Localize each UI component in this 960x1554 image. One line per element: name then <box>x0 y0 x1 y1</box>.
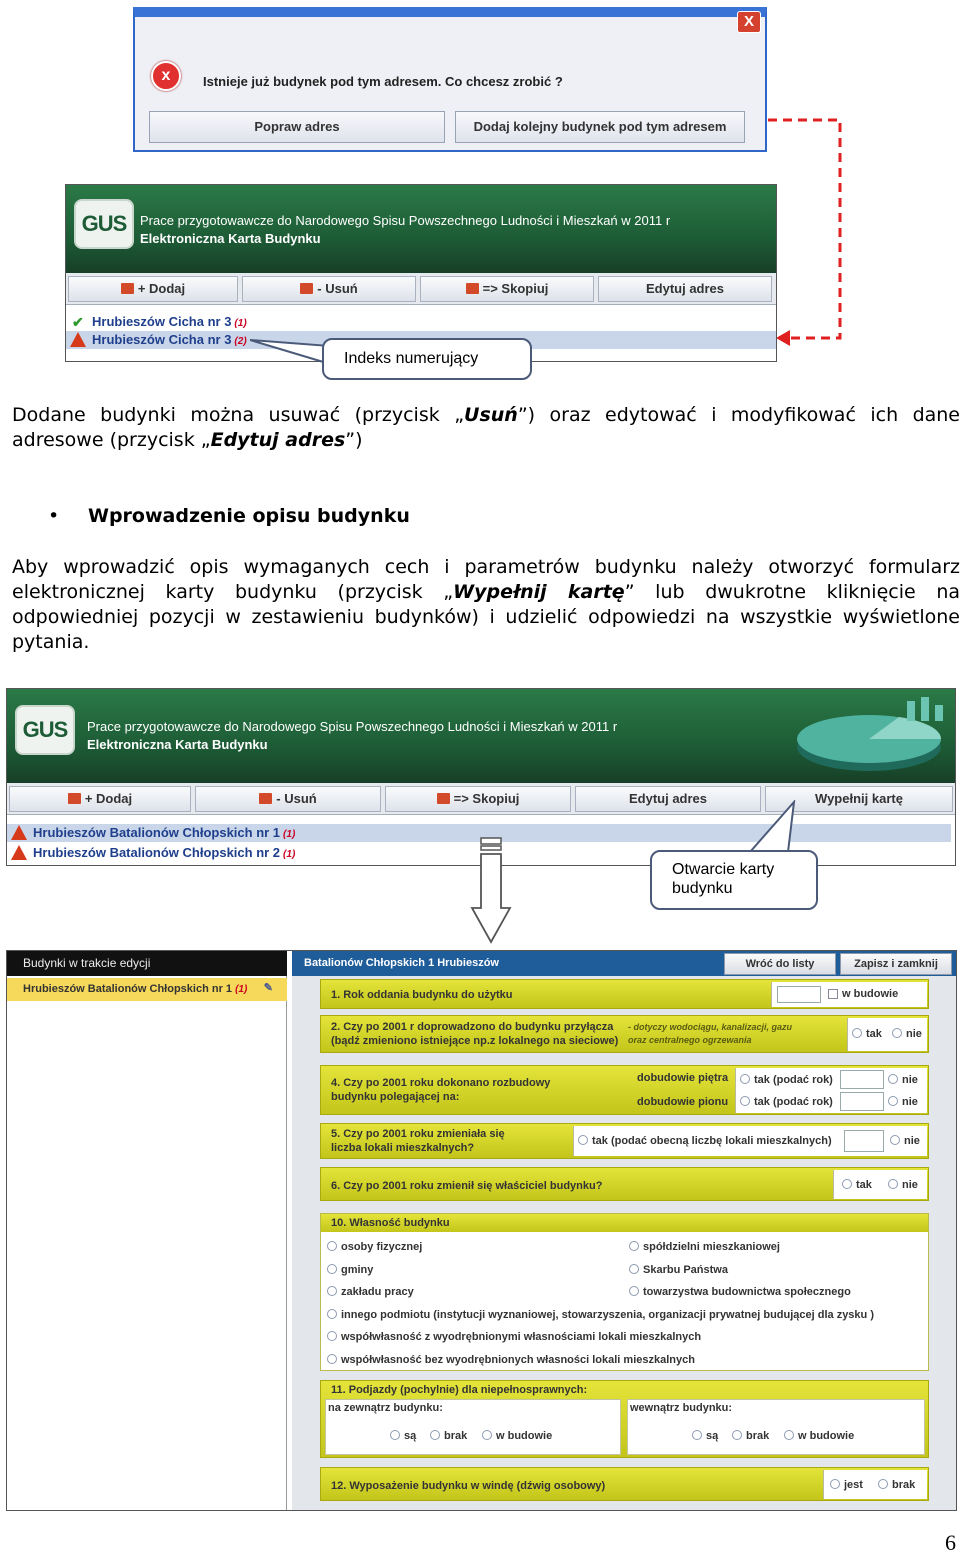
form-pane <box>292 951 956 1510</box>
radio-owner-option[interactable]: Skarbu Państwa <box>629 1264 728 1276</box>
radio-ramp-building[interactable]: w budowie <box>784 1430 854 1442</box>
building-row[interactable]: Hrubieszów Batalionów Chłopskich nr 2 (1) <box>7 844 955 862</box>
radio-owner-option[interactable]: współwłasność z wyodrębnionymi własnościami lokali mieszkalnych <box>327 1331 701 1343</box>
radio-icon <box>888 1179 898 1189</box>
radio-yes[interactable]: tak <box>842 1179 872 1191</box>
radio-owner-option[interactable]: spółdzielni mieszkaniowej <box>629 1241 780 1253</box>
radio-icon <box>888 1096 898 1106</box>
pie-chart-graphic <box>789 695 949 779</box>
radio-icon <box>892 1028 902 1038</box>
radio-yes[interactable]: jest <box>830 1479 863 1491</box>
year-input[interactable] <box>840 1070 884 1089</box>
radio-ramp-none[interactable]: brak <box>430 1430 467 1442</box>
radio-ramp-yes[interactable]: są <box>390 1430 416 1442</box>
app-subtitle: Elektroniczna Karta Budynku <box>140 231 321 246</box>
radio-icon <box>629 1286 639 1296</box>
radio-no[interactable]: nie <box>892 1028 922 1040</box>
close-icon[interactable]: X <box>737 11 761 33</box>
inside-box: wewnątrz budynku: są brak w budowie <box>627 1399 925 1455</box>
year-input[interactable] <box>840 1092 884 1111</box>
radio-icon <box>784 1430 794 1440</box>
building-row[interactable]: ✔ Hrubieszów Cicha nr 3 (1) <box>72 314 247 330</box>
dialog-message: Istnieje już budynek pod tym adresem. Co chcesz zrobić ? <box>203 74 563 89</box>
radio-yes[interactable]: tak (podać obecną liczbę lokali mieszkalnych) <box>578 1135 832 1147</box>
bullet-symbol: • <box>48 505 60 527</box>
building-row[interactable]: Hrubieszów Batalionów Chłopskich nr 1 (1) <box>7 824 951 842</box>
paragraph-description: Aby wprowadzić opis wymaganych cech i parametrów budynku należy otworzyć formularz elektronicznej karty budynku (przycisk „Wypełnij kartę” lub dwukrotne kliknięcie na odpowiedniej pozycji w zestawieniu budynków) i udzielić odpowiedzi na wszystkie wyświetlone pytania. <box>12 556 960 653</box>
radio-icon <box>629 1264 639 1274</box>
radio-no-floor[interactable]: nie <box>888 1074 918 1086</box>
form-header <box>292 951 956 976</box>
app-subtitle: Elektroniczna Karta Budynku <box>87 737 268 752</box>
editing-list-header: Budynki w trakcie edycji <box>7 951 287 976</box>
question-5: 5. Czy po 2001 roku zmieniała się liczba lokali mieszkalnych? tak (podać obecną liczbę lokali mieszkalnych) nie <box>320 1123 929 1159</box>
app-title: Prace przygotowawcze do Narodowego Spisu Powszechnego Ludności i Mieszkań w 2011 r <box>87 719 618 734</box>
radio-icon <box>327 1241 337 1251</box>
answer-area <box>823 1470 927 1499</box>
radio-owner-option[interactable]: towarzystwa budownictwa społecznego <box>629 1286 851 1298</box>
radio-icon <box>890 1135 900 1145</box>
checkbox[interactable] <box>828 989 838 999</box>
gus-logo: GUS <box>15 705 75 755</box>
radio-no-wing[interactable]: nie <box>888 1096 918 1108</box>
toolbar <box>66 273 776 305</box>
house-icon <box>300 283 313 294</box>
app-title: Prace przygotowawcze do Narodowego Spisu Powszechnego Ludności i Mieszkań w 2011 r <box>140 213 671 228</box>
question-header: 10. Własność budynku <box>321 1214 928 1232</box>
app-window-small <box>65 184 777 362</box>
radio-icon <box>842 1179 852 1189</box>
count-input[interactable] <box>844 1130 884 1152</box>
radio-owner-option[interactable]: gminy <box>327 1264 373 1276</box>
delete-button[interactable]: - Usuń <box>195 786 381 812</box>
radio-icon <box>629 1241 639 1251</box>
section-heading: Wprowadzenie opisu budynku <box>88 505 410 527</box>
radio-ramp-building[interactable]: w budowie <box>482 1430 552 1442</box>
house-icon <box>466 283 479 294</box>
editing-list-item[interactable]: Hrubieszów Batalionów Chłopskich nr 1 (1) ✎ <box>7 978 287 1001</box>
answer-area <box>735 1068 927 1113</box>
house-icon <box>437 793 450 804</box>
error-icon: x <box>151 61 181 91</box>
radio-icon <box>740 1074 750 1084</box>
delete-button[interactable]: - Usuń <box>242 276 416 302</box>
radio-icon <box>740 1096 750 1106</box>
radio-no[interactable]: nie <box>890 1135 920 1147</box>
form-title: Batalionów Chłopskich 1 Hrubieszów <box>304 957 499 969</box>
radio-icon <box>327 1264 337 1274</box>
open-card-callout: Otwarcie karty budynku <box>650 850 818 910</box>
radio-icon <box>430 1430 440 1440</box>
radio-yes-floor[interactable]: tak (podać rok) <box>740 1074 833 1086</box>
radio-yes[interactable]: tak <box>852 1028 882 1040</box>
house-icon <box>259 793 272 804</box>
radio-icon <box>327 1354 337 1364</box>
answer-area <box>847 1018 927 1051</box>
back-to-list-button[interactable]: Wróć do listy <box>724 953 836 975</box>
outside-box: na zewnątrz budynku: są brak w budowie <box>325 1399 621 1455</box>
radio-owner-option[interactable]: osoby fizycznej <box>327 1241 422 1253</box>
radio-icon <box>327 1309 337 1319</box>
save-close-button[interactable]: Zapisz i zamknij <box>840 953 952 975</box>
error-dialog <box>133 7 767 152</box>
radio-icon <box>888 1074 898 1084</box>
app-banner <box>7 689 955 783</box>
copy-button[interactable]: => Skopiuj <box>385 786 571 812</box>
radio-icon <box>878 1479 888 1489</box>
warning-icon <box>70 332 86 347</box>
house-icon <box>68 793 81 804</box>
add-button[interactable]: + Dodaj <box>68 276 238 302</box>
radio-owner-option[interactable]: współwłasność bez wyodrębnionych własności lokali mieszkalnych <box>327 1354 695 1366</box>
question-12: 12. Wyposażenie budynku w windę (dźwig osobowy) jest brak <box>320 1467 929 1501</box>
radio-owner-option[interactable]: zakładu pracy <box>327 1286 414 1298</box>
index-callout: Indeks numerujący <box>322 338 532 380</box>
warning-icon <box>11 825 27 840</box>
question-11: 11. Podjazdy (pochylnie) dla niepełnosprawnych: na zewnątrz budynku: są brak w budowie wewnątrz budynku: są brak w budowie <box>320 1380 929 1458</box>
add-another-building-button[interactable]: Dodaj kolejny budynek pod tym adresem <box>455 111 745 143</box>
app-banner <box>66 185 776 273</box>
radio-yes-wing[interactable]: tak (podać rok) <box>740 1096 833 1108</box>
warning-icon <box>11 845 27 860</box>
building-card-form <box>6 950 957 1511</box>
paragraph-edit-info: Dodane budynki można usuwać (przycisk „Usuń”) oraz edytować i modyfikować ich dane adresowe (przycisk „Edytuj adres”) <box>12 404 960 451</box>
question-4: 4. Czy po 2001 roku dokonano rozbudowy budynku polegającej na: dobudowie piętra dobudowie pionu tak (podać rok) nie tak (podać rok) nie <box>320 1065 929 1115</box>
radio-icon <box>578 1135 588 1145</box>
down-arrow <box>470 836 512 946</box>
fill-card-button[interactable]: Wypełnij kartę <box>765 786 953 812</box>
edit-address-button[interactable]: Edytuj adres <box>575 786 761 812</box>
radio-icon <box>390 1430 400 1440</box>
radio-owner-option[interactable]: innego podmiotu (instytucji wyznaniowej, stowarzyszenia, organizacji prywatnej budującej dla zysku ) <box>327 1309 874 1321</box>
house-icon <box>121 283 134 294</box>
gus-logo: GUS <box>74 199 134 249</box>
edit-address-button[interactable]: Edytuj adres <box>598 276 772 302</box>
page-number: 6 <box>945 1530 956 1554</box>
fix-address-button[interactable]: Popraw adres <box>149 111 445 143</box>
building-row[interactable]: Hrubieszów Cicha nr 3 (2) <box>66 331 776 349</box>
radio-icon <box>830 1479 840 1489</box>
radio-icon <box>482 1430 492 1440</box>
answer-area <box>833 1170 927 1199</box>
question-6: 6. Czy po 2001 roku zmienił się właściciel budynku? tak nie <box>320 1167 929 1201</box>
toolbar <box>7 783 955 815</box>
answer-area: w budowie <box>771 982 927 1007</box>
radio-icon <box>692 1430 702 1440</box>
radio-icon <box>327 1286 337 1296</box>
radio-icon <box>732 1430 742 1440</box>
copy-button[interactable]: => Skopiuj <box>420 276 594 302</box>
radio-no[interactable]: brak <box>878 1479 915 1491</box>
radio-icon <box>852 1028 862 1038</box>
question-1: 1. Rok oddania budynku do użytku w budowie <box>320 979 929 1009</box>
radio-no[interactable]: nie <box>888 1179 918 1191</box>
question-10 <box>320 1213 929 1371</box>
add-button[interactable]: + Dodaj <box>9 786 191 812</box>
editing-list-pane <box>7 951 287 1510</box>
radio-ramp-none[interactable]: brak <box>732 1430 769 1442</box>
check-icon: ✔ <box>72 314 84 330</box>
answer-area <box>573 1126 927 1156</box>
year-input[interactable] <box>777 986 821 1003</box>
radio-icon <box>327 1331 337 1341</box>
pencil-icon: ✎ <box>263 982 273 994</box>
radio-ramp-yes[interactable]: są <box>692 1430 718 1442</box>
question-2: 2. Czy po 2001 r doprowadzono do budynku przyłącza (bądź zmieniono istniejące np.z lokalnego na sieciowe) - dotyczy wodociągu, kanalizacji, gazu oraz centralnego ogrzewania tak nie <box>320 1015 929 1053</box>
